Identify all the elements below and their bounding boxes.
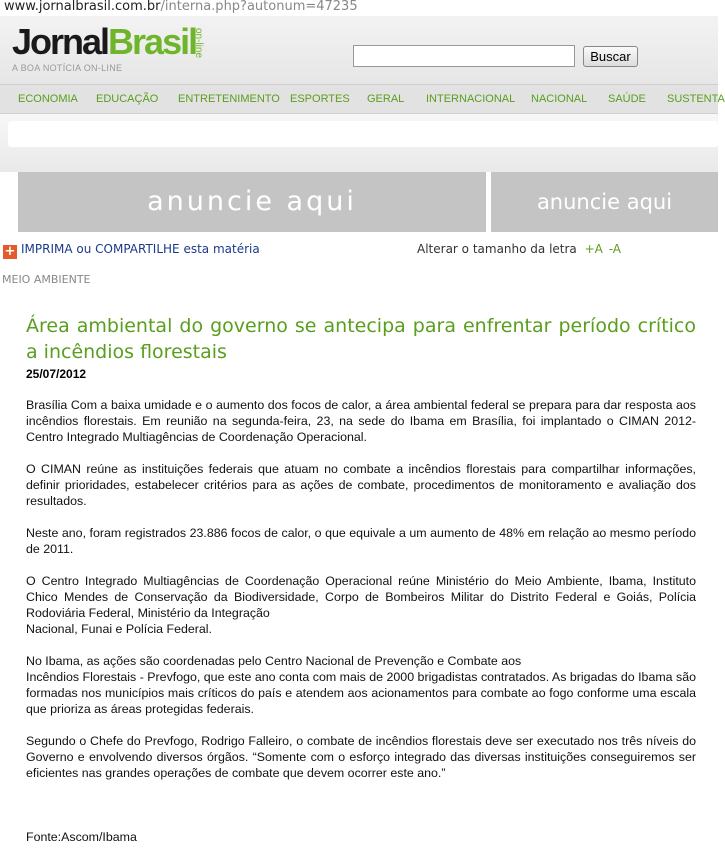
article-paragraph: Incêndios Florestais - Prevfogo, que este ano conta com mais de 2000 brigadistas contratados. As brigadas do Ibama são formadas nos municípios mais críticos do país e atendem aos acionamentos para combate ao fogo conforme uma escala que prioriza as áreas protegidas federais.: [26, 670, 696, 716]
font-increase-link[interactable]: +A: [584, 242, 603, 256]
article-paragraph: Segundo o Chefe do Prevfogo, Rodrigo Falleiro, o combate de incêndios florestais deve ser executado nos três níveis do Governo e envolvendo diversos órgãos. “Somente com o esforço integrado das diversas instituições conseguiremos ser eficientes nas grandes operações de combate que devem ocorrer este ano.”: [26, 734, 696, 780]
search-button[interactable]: Buscar: [583, 46, 638, 67]
nav-item-saude[interactable]: SAÚDE: [608, 93, 646, 105]
article-title: Área ambiental do governo se antecipa para enfrentar período crítico a incêndios florestais: [26, 315, 696, 363]
section-label: MEIO AMBIENTE: [2, 273, 91, 286]
article-source: Fonte:Ascom/Ibama: [26, 830, 137, 844]
article-paragraph: Nacional, Funai e Polícia Federal.: [26, 622, 212, 636]
nav-item-educacao[interactable]: EDUCAÇÃO: [96, 93, 159, 105]
nav-item-geral[interactable]: GERAL: [367, 93, 405, 105]
header-strip: [0, 114, 718, 172]
address-bar[interactable]: [0, 0, 718, 16]
nav-item-esportes[interactable]: ESPORTES: [290, 93, 350, 105]
plus-icon[interactable]: +: [4, 244, 16, 259]
nav-item-nacional[interactable]: NACIONAL: [531, 93, 588, 105]
font-size-controls: [417, 242, 621, 256]
site-logo[interactable]: [12, 21, 204, 62]
article-paragraph: O CIMAN reúne as instituições federais que atuam no combate a incêndios florestais para compartilhar informações, definir prioridades, estabelecer critérios para as ações de combate, procedimentos de monitoramento e avaliação dos resultados.: [26, 462, 696, 508]
category-nav: [0, 84, 725, 114]
logo-brasil: Brasil: [108, 21, 197, 62]
article-date: 25/07/2012: [26, 367, 87, 381]
article-body: [26, 397, 696, 861]
nav-item-entretenimento[interactable]: ENTRETENIMENTO: [178, 93, 280, 105]
font-decrease-link[interactable]: -A: [608, 242, 621, 256]
article-paragraph: O Centro Integrado Multiagências de Coordenação Operacional reúne Ministério do Meio Ambiente, Ibama, Instituto Chico Mendes de Conservação da Biodiversidade, Corpo de Bombeiros Militar do Distrito Federal e Goiás, Polícia Rodoviária Federal, Ministério da Integração: [26, 574, 696, 620]
nav-item-economia[interactable]: ECONOMIA: [18, 93, 78, 105]
font-size-label: Alterar o tamanho da letra: [417, 242, 577, 256]
nav-item-internacional[interactable]: INTERNACIONAL: [426, 93, 516, 105]
nav-item-sustentabilidade[interactable]: SUSTENTA: [667, 93, 725, 105]
url-host: www.jornalbrasil.com.br: [4, 0, 161, 14]
print-share-row: [3, 242, 260, 259]
ad-banner-right[interactable]: anuncie aqui: [491, 172, 718, 232]
article-paragraph: Brasília Com a baixa umidade e o aumento dos focos de calor, a área ambiental federal se prepara para dar resposta aos incêndios florestais. Em reunião na segunda-feira, 23, na sede do Ibama em Brasília, foi implantado o CIMAN 2012- Centro Integrado Multiagências de Coordenação Operacional.: [26, 398, 696, 444]
article-paragraph: Neste ano, foram registrados 23.886 focos de calor, o que equivale a um aumento de 48% em relação ao mesmo período de 2011.: [26, 526, 696, 556]
logo-jornal: Jornal: [12, 21, 109, 62]
site-tagline: A BOA NOTÍCIA ON-LINE: [12, 63, 123, 73]
article-paragraph: No Ibama, as ações são coordenadas pelo Centro Nacional de Prevenção e Combate aos: [26, 654, 522, 668]
ad-banner-left[interactable]: anuncie aqui: [18, 172, 486, 232]
logo-online-suffix: on-line: [193, 28, 204, 59]
print-share-link[interactable]: IMPRIMA ou COMPARTILHE esta matéria: [21, 242, 260, 256]
site-header: [0, 16, 718, 84]
url-path: /interna.php?autonum=47235: [160, 0, 358, 14]
search-input[interactable]: [353, 45, 575, 67]
header-strip-bar: [8, 121, 718, 147]
